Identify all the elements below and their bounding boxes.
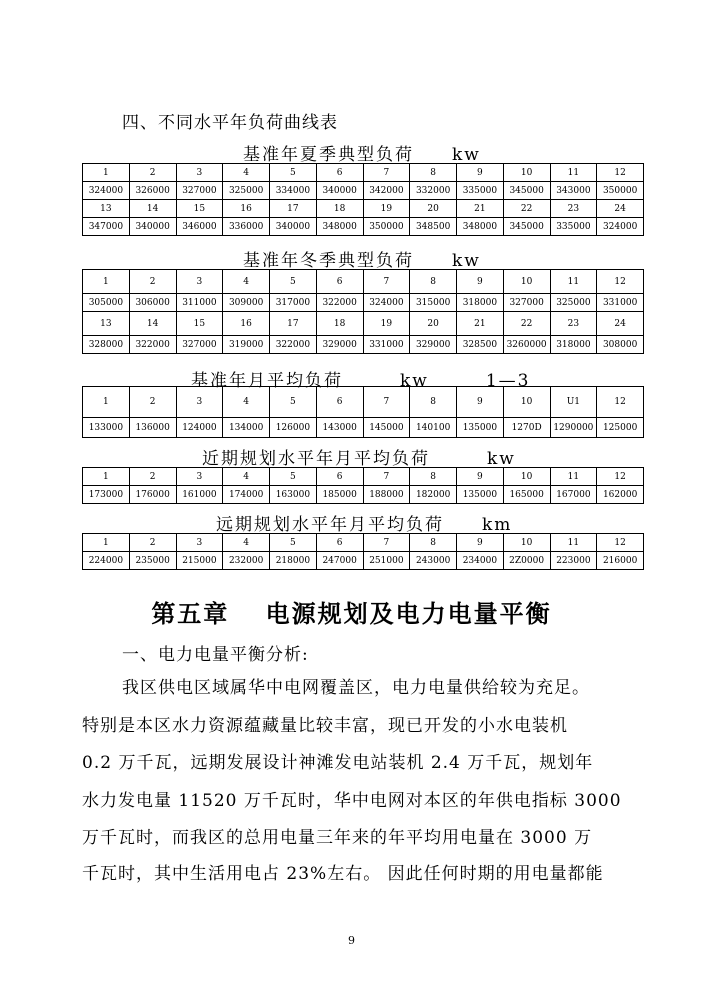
paragraph-line: 特别是本区水力资源蕴藏量比较丰富，现已开发的小水电装机 xyxy=(82,716,568,736)
table-caption-base-monthly: 基准年月平均负荷 kw 1—3 xyxy=(191,371,531,391)
near-term-load-table xyxy=(82,467,644,504)
table-value-row xyxy=(83,418,644,438)
table-value-cell: 335000 xyxy=(550,218,597,236)
table-header-cell: 10 xyxy=(503,534,550,552)
table-value-cell: 340000 xyxy=(270,218,317,236)
table-header-cell: 5 xyxy=(270,468,317,486)
table-value-cell: 135000 xyxy=(457,486,504,504)
table-header-cell: 7 xyxy=(363,270,410,294)
table-header-cell: 7 xyxy=(363,387,410,418)
table-value-cell: 125000 xyxy=(597,418,644,438)
table-value-cell: 234000 xyxy=(457,552,504,570)
table-value-cell: 325000 xyxy=(223,182,270,200)
table-value-cell: 232000 xyxy=(223,552,270,570)
table-value-cell: 331000 xyxy=(597,294,644,312)
table-header-cell: 1 xyxy=(83,534,130,552)
table-value-cell: 188000 xyxy=(363,486,410,504)
table-header-cell: 22 xyxy=(503,200,550,218)
table-header-row xyxy=(83,312,644,336)
table-header-row xyxy=(83,164,644,182)
table-header-cell: 6 xyxy=(316,468,363,486)
table-value-cell: 247000 xyxy=(316,552,363,570)
table-header-cell: 14 xyxy=(129,312,176,336)
table-value-cell: 140100 xyxy=(410,418,457,438)
table-value-cell: 223000 xyxy=(550,552,597,570)
table-header-row xyxy=(83,468,644,486)
table-header-cell: 21 xyxy=(457,200,504,218)
table-header-cell: 15 xyxy=(176,312,223,336)
table-header-cell: 1 xyxy=(83,468,130,486)
table-caption-summer: 基准年夏季典型负荷 kw xyxy=(243,145,481,165)
table-value-cell: 126000 xyxy=(270,418,317,438)
base-monthly-load-table-body xyxy=(83,387,644,438)
table-header-cell: 11 xyxy=(550,468,597,486)
table-header-cell: 11 xyxy=(550,534,597,552)
table-header-cell: 16 xyxy=(223,312,270,336)
table-header-cell: 19 xyxy=(363,200,410,218)
table-header-cell: 2 xyxy=(129,164,176,182)
table-value-cell: 182000 xyxy=(410,486,457,504)
table-header-cell: 16 xyxy=(223,200,270,218)
table-header-cell: 11 xyxy=(550,270,597,294)
table-value-row xyxy=(83,182,644,200)
page-number: 9 xyxy=(348,934,355,947)
table-header-cell: 9 xyxy=(457,270,504,294)
table-value-cell: 311000 xyxy=(176,294,223,312)
table-value-cell: 322000 xyxy=(270,336,317,354)
table-header-cell: 6 xyxy=(316,164,363,182)
table-value-cell: 235000 xyxy=(129,552,176,570)
table-header-cell: 24 xyxy=(597,312,644,336)
table-value-cell: 224000 xyxy=(83,552,130,570)
table-header-cell: 24 xyxy=(597,200,644,218)
table-value-row xyxy=(83,486,644,504)
winter-load-table-body xyxy=(83,270,644,354)
table-header-cell: 20 xyxy=(410,312,457,336)
winter-load-table xyxy=(82,269,644,354)
table-header-cell: 9 xyxy=(457,164,504,182)
table-caption-winter: 基准年冬季典型负荷 kw xyxy=(243,251,481,271)
table-header-cell: 3 xyxy=(176,270,223,294)
table-value-cell: 350000 xyxy=(363,218,410,236)
table-value-cell: 218000 xyxy=(270,552,317,570)
table-header-cell: 18 xyxy=(316,312,363,336)
table-header-cell: 9 xyxy=(457,468,504,486)
table-value-cell: 345000 xyxy=(503,218,550,236)
table-header-cell: 10 xyxy=(503,270,550,294)
table-header-cell: 8 xyxy=(410,164,457,182)
summer-load-table xyxy=(82,163,644,236)
table-value-cell: 324000 xyxy=(363,294,410,312)
table-value-cell: 340000 xyxy=(129,218,176,236)
table-value-cell: 347000 xyxy=(83,218,130,236)
subsection-title: 一、电力电量平衡分析: xyxy=(122,645,309,665)
table-header-cell: 12 xyxy=(597,270,644,294)
table-header-cell: 7 xyxy=(363,534,410,552)
table-caption-near-term: 近期规划水平年月平均负荷 kw xyxy=(202,449,516,469)
chapter-title: 第五章 电源规划及电力电量平衡 xyxy=(151,600,552,628)
table-header-cell: 8 xyxy=(410,270,457,294)
table-value-cell: 185000 xyxy=(316,486,363,504)
table-value-cell: 1290000 xyxy=(550,418,597,438)
table-header-cell: 3 xyxy=(176,468,223,486)
table-value-cell: 324000 xyxy=(83,182,130,200)
table-value-cell: 243000 xyxy=(410,552,457,570)
table-header-cell: 8 xyxy=(410,468,457,486)
table-value-cell: 336000 xyxy=(223,218,270,236)
section-title: 四、不同水平年负荷曲线表 xyxy=(122,113,338,133)
table-value-cell: 326000 xyxy=(129,182,176,200)
near-term-load-table-body xyxy=(83,468,644,504)
table-header-cell: 9 xyxy=(457,387,504,418)
table-header-row xyxy=(83,387,644,418)
paragraph-line: 水力发电量 11520 万千瓦时，华中电网对本区的年供电指标 3000 xyxy=(82,791,622,811)
table-value-cell: 322000 xyxy=(316,294,363,312)
table-value-cell: 309000 xyxy=(223,294,270,312)
table-value-cell: 173000 xyxy=(83,486,130,504)
base-monthly-load-table xyxy=(82,386,644,438)
table-value-cell: 145000 xyxy=(363,418,410,438)
table-value-cell: 322000 xyxy=(129,336,176,354)
table-value-cell: 331000 xyxy=(363,336,410,354)
table-header-cell: 8 xyxy=(410,387,457,418)
table-value-cell: 163000 xyxy=(270,486,317,504)
table-value-cell: 318000 xyxy=(550,336,597,354)
paragraph-line: 我区供电区域属华中电网覆盖区，电力电量供给较为充足。 xyxy=(122,678,590,698)
table-header-cell: 23 xyxy=(550,312,597,336)
table-header-cell: 6 xyxy=(316,387,363,418)
table-header-row xyxy=(83,534,644,552)
table-value-cell: 308000 xyxy=(597,336,644,354)
table-value-cell: 343000 xyxy=(550,182,597,200)
table-header-cell: 12 xyxy=(597,534,644,552)
table-value-cell: 318000 xyxy=(457,294,504,312)
table-value-cell: 327000 xyxy=(176,336,223,354)
table-header-cell: 17 xyxy=(270,312,317,336)
table-header-cell: 20 xyxy=(410,200,457,218)
table-header-cell: 3 xyxy=(176,387,223,418)
table-value-cell: 329000 xyxy=(410,336,457,354)
table-value-cell: 215000 xyxy=(176,552,223,570)
table-value-cell: 162000 xyxy=(597,486,644,504)
table-header-cell: 6 xyxy=(316,534,363,552)
table-header-cell: 14 xyxy=(129,200,176,218)
long-term-load-table xyxy=(82,533,644,570)
table-value-cell: 348500 xyxy=(410,218,457,236)
table-header-cell: 2 xyxy=(129,387,176,418)
table-header-cell: 4 xyxy=(223,468,270,486)
table-header-cell: 15 xyxy=(176,200,223,218)
table-value-row xyxy=(83,552,644,570)
table-header-cell: 6 xyxy=(316,270,363,294)
table-header-cell: 19 xyxy=(363,312,410,336)
table-value-cell: 143000 xyxy=(316,418,363,438)
table-value-cell: 165000 xyxy=(503,486,550,504)
table-value-cell: 328500 xyxy=(457,336,504,354)
table-value-row xyxy=(83,218,644,236)
table-header-cell: 11 xyxy=(550,164,597,182)
table-header-cell: 3 xyxy=(176,534,223,552)
table-header-cell: 8 xyxy=(410,534,457,552)
table-value-cell: 345000 xyxy=(503,182,550,200)
table-header-cell: 1 xyxy=(83,164,130,182)
table-header-cell: 13 xyxy=(83,312,130,336)
table-value-cell: 325000 xyxy=(550,294,597,312)
table-value-cell: 324000 xyxy=(597,218,644,236)
table-value-cell: 306000 xyxy=(129,294,176,312)
table-value-cell: 335000 xyxy=(457,182,504,200)
table-value-cell: 348000 xyxy=(457,218,504,236)
table-header-cell: 12 xyxy=(597,468,644,486)
table-header-cell: 1 xyxy=(83,387,130,418)
table-header-cell: 10 xyxy=(503,387,550,418)
table-header-cell: 9 xyxy=(457,534,504,552)
table-value-cell: 124000 xyxy=(176,418,223,438)
table-header-cell: 7 xyxy=(363,468,410,486)
table-header-cell: 18 xyxy=(316,200,363,218)
paragraph-line: 万千瓦时，而我区的总用电量三年来的年平均用电量在 3000 万 xyxy=(82,828,593,848)
table-header-row xyxy=(83,270,644,294)
table-value-cell: 315000 xyxy=(410,294,457,312)
long-term-load-table-body xyxy=(83,534,644,570)
table-header-cell: 2 xyxy=(129,534,176,552)
table-value-cell: 348000 xyxy=(316,218,363,236)
table-header-cell: 12 xyxy=(597,164,644,182)
table-value-cell: 328000 xyxy=(83,336,130,354)
table-header-cell: 4 xyxy=(223,270,270,294)
table-value-cell: 319000 xyxy=(223,336,270,354)
table-value-cell: 176000 xyxy=(129,486,176,504)
table-value-cell: 305000 xyxy=(83,294,130,312)
table-header-cell: 4 xyxy=(223,534,270,552)
table-header-cell: 1 xyxy=(83,270,130,294)
table-value-cell: 340000 xyxy=(316,182,363,200)
table-value-cell: 174000 xyxy=(223,486,270,504)
table-value-cell: 216000 xyxy=(597,552,644,570)
table-value-cell: 251000 xyxy=(363,552,410,570)
paragraph-line: 0.2 万千瓦，远期发展设计神滩发电站装机 2.4 万千瓦，规划年 xyxy=(82,753,594,773)
table-value-row xyxy=(83,336,644,354)
table-value-cell: 332000 xyxy=(410,182,457,200)
table-value-cell: 161000 xyxy=(176,486,223,504)
table-header-cell: 7 xyxy=(363,164,410,182)
summer-load-table-body xyxy=(83,164,644,236)
table-header-cell: 23 xyxy=(550,200,597,218)
table-header-cell: 10 xyxy=(503,468,550,486)
table-header-cell: 10 xyxy=(503,164,550,182)
table-value-cell: 3260000 xyxy=(503,336,550,354)
table-value-cell: 329000 xyxy=(316,336,363,354)
table-value-cell: 167000 xyxy=(550,486,597,504)
table-value-cell: 342000 xyxy=(363,182,410,200)
table-header-cell: 2 xyxy=(129,270,176,294)
table-header-row xyxy=(83,200,644,218)
table-header-cell: U1 xyxy=(550,387,597,418)
table-header-cell: 17 xyxy=(270,200,317,218)
table-value-cell: 327000 xyxy=(503,294,550,312)
table-caption-long-term: 远期规划水平年月平均负荷 km xyxy=(216,515,513,535)
table-value-cell: 136000 xyxy=(129,418,176,438)
table-header-cell: 22 xyxy=(503,312,550,336)
table-header-cell: 3 xyxy=(176,164,223,182)
table-header-cell: 21 xyxy=(457,312,504,336)
table-value-cell: 327000 xyxy=(176,182,223,200)
table-value-cell: 346000 xyxy=(176,218,223,236)
table-header-cell: 13 xyxy=(83,200,130,218)
table-header-cell: 2 xyxy=(129,468,176,486)
table-header-cell: 4 xyxy=(223,387,270,418)
table-value-cell: 135000 xyxy=(457,418,504,438)
table-header-cell: 4 xyxy=(223,164,270,182)
table-value-cell: 134000 xyxy=(223,418,270,438)
table-value-cell: 1270D xyxy=(503,418,550,438)
table-header-cell: 5 xyxy=(270,164,317,182)
table-value-cell: 2Z0000 xyxy=(503,552,550,570)
table-header-cell: 5 xyxy=(270,387,317,418)
table-header-cell: 5 xyxy=(270,534,317,552)
table-value-cell: 334000 xyxy=(270,182,317,200)
table-value-cell: 317000 xyxy=(270,294,317,312)
table-value-cell: 133000 xyxy=(83,418,130,438)
table-value-row xyxy=(83,294,644,312)
table-header-cell: 5 xyxy=(270,270,317,294)
paragraph-line: 千瓦时，其中生活用电占 23%左右。 因此任何时期的用电量都能 xyxy=(82,864,604,884)
table-value-cell: 350000 xyxy=(597,182,644,200)
table-header-cell: 12 xyxy=(597,387,644,418)
